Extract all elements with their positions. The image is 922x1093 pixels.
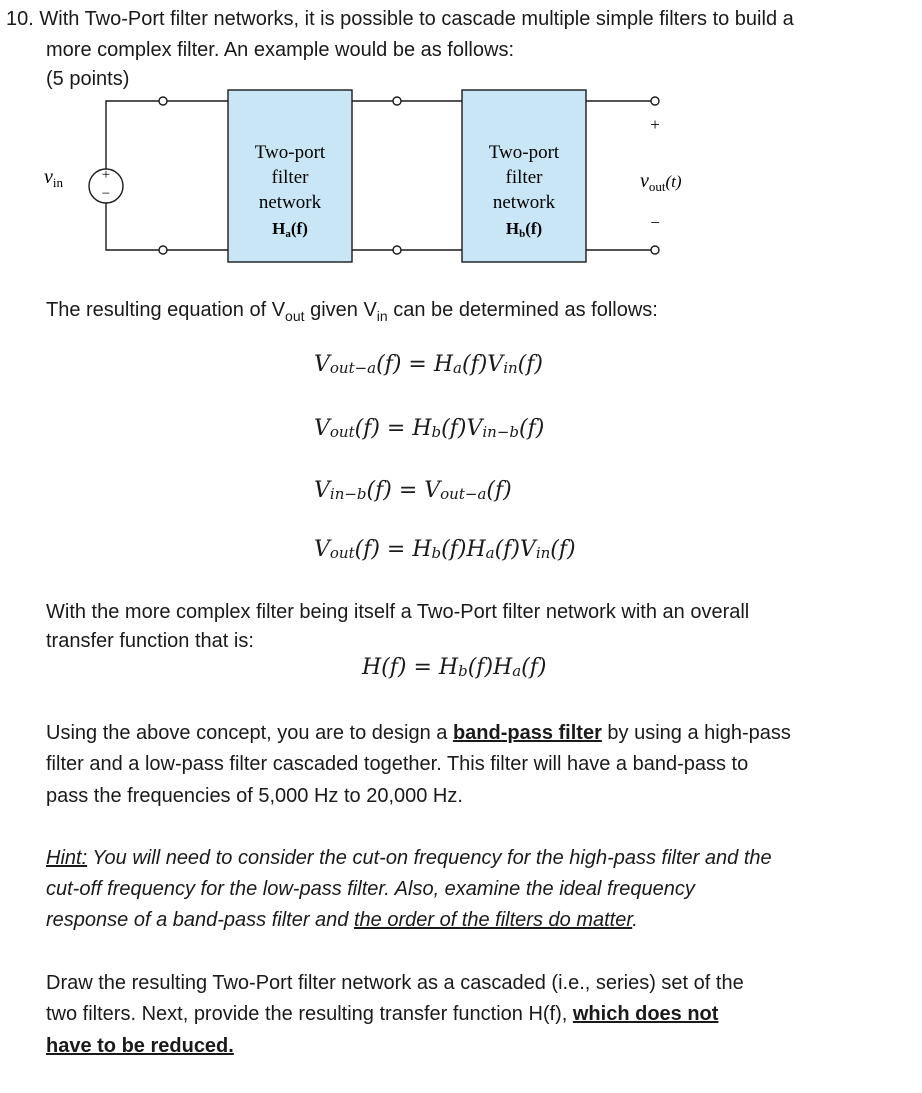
hint-line-1: Hint: You will need to consider the cut-on frequency for the high-pass filter and the	[46, 847, 772, 869]
source-plus-sign: +	[101, 167, 111, 183]
box-a-transfer-function: Ha(f)	[272, 219, 308, 240]
equation-4: $V_{out}(f) = H_b(f)H_a(f)V_{in}(f)$	[314, 537, 576, 562]
band-pass-emphasis: band-pass filter	[452, 722, 602, 744]
design-line-2: filter and a low-pass filter cascaded together. This filter will have a band-pass to	[46, 753, 749, 775]
transfer-line-2: transfer function that is:	[46, 630, 254, 652]
terminal-node	[651, 97, 659, 105]
task-line-1: Draw the resulting Two-Port filter network as a cascaded (i.e., series) set of the	[46, 972, 744, 994]
box-b-line-2: filter	[505, 167, 543, 188]
equation-1: $V_{out-a}(f) = H_a(f)V_{in}(f)$	[314, 352, 543, 377]
design-line-1: Using the above concept, you are to design a band-pass filter by using a high-pass	[46, 722, 791, 744]
box-b-transfer-function: Hb(f)	[505, 219, 543, 240]
hint-label: Hint:	[46, 847, 88, 869]
task-emphasis-1: which does not	[572, 1003, 719, 1025]
terminal-node	[651, 246, 659, 254]
equation-overall: $H(f) = H_b(f)H_a(f)$	[362, 655, 547, 680]
equation-3: $V_{in-b}(f) = V_{out-a}(f)$	[314, 478, 512, 503]
intro-line: The resulting equation of $V_{out}$ given $V_{in}$ can be determined as follows:	[46, 299, 658, 324]
question-line-2: more complex filter. An example would be as follows:	[46, 39, 514, 61]
terminal-node	[159, 97, 167, 105]
hint-emphasis: the order of the filters do matter	[353, 909, 633, 931]
output-plus-sign: +	[650, 115, 660, 134]
source-minus-sign: −	[101, 186, 111, 202]
box-a-line-2: filter	[271, 167, 309, 188]
design-line-3: pass the frequencies of 5,000 Hz to 20,000 Hz.	[46, 785, 463, 807]
cascade-circuit-diagram	[0, 0, 922, 280]
transfer-line-1: With the more complex filter being itself a Two-Port filter network with an overall	[46, 601, 750, 623]
output-minus-sign: −	[650, 213, 660, 232]
equation-2: $V_{out}(f) = H_b(f)V_{in-b}(f)$	[314, 416, 545, 441]
hint-line-2: cut-off frequency for the low-pass filter. Also, examine the ideal frequency	[46, 878, 695, 900]
question-line-1: With Two-Port filter networks, it is possible to cascade multiple simple filters to build a	[39, 8, 794, 30]
terminal-node	[159, 246, 167, 254]
box-a-line-3: network	[258, 192, 322, 213]
box-b-line-1: Two-port	[488, 142, 560, 163]
question-points: (5 points)	[46, 68, 130, 90]
terminal-node	[393, 97, 401, 105]
box-b-line-3: network	[492, 192, 556, 213]
hint-line-3: response of a band-pass filter and the order of the filters do matter.	[46, 909, 638, 931]
task-line-2: two filters. Next, provide the resulting transfer function H(f), which does not	[46, 1003, 719, 1025]
vin-label: $v_{in}$	[44, 166, 64, 190]
vout-label: $v_{out}^{(t)}$	[640, 170, 682, 194]
task-line-3: have to be reduced.	[46, 1035, 234, 1057]
box-a-line-1: Two-port	[254, 142, 326, 163]
question-number: 10.	[6, 8, 34, 30]
terminal-node	[393, 246, 401, 254]
